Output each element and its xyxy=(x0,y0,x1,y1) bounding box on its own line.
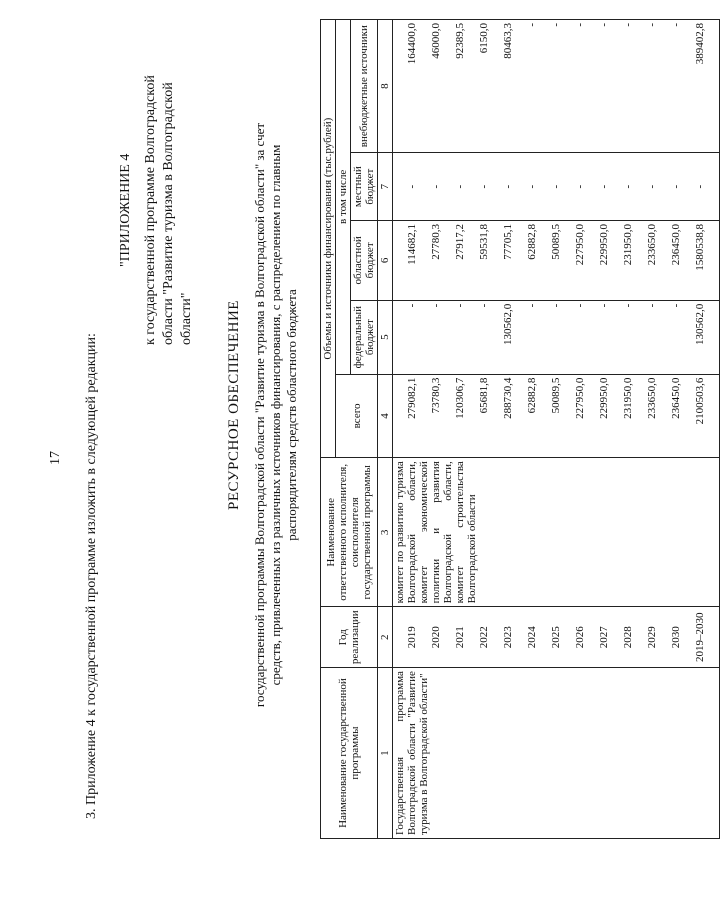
year-value: 2019 xyxy=(406,626,418,649)
total-value: 227950,0 xyxy=(574,377,586,419)
extra-value: - xyxy=(550,23,562,27)
local-value: - xyxy=(598,184,610,189)
header-including: в том числе xyxy=(336,20,351,375)
year-value: 2023 xyxy=(502,626,514,649)
federal-value: - xyxy=(478,303,490,308)
regional-value: 27780,3 xyxy=(430,224,442,260)
header-year: Год реализации xyxy=(321,607,378,668)
column-number: 5 xyxy=(378,300,393,374)
year-value: 2027 xyxy=(598,626,610,649)
total-value: 62882,8 xyxy=(526,377,538,414)
total-value: 50089,5 xyxy=(550,377,562,414)
year-value: 2030 xyxy=(670,626,682,649)
total-value: 65681,8 xyxy=(478,377,490,414)
local-value: - xyxy=(646,184,658,189)
regional-value: 50089,5 xyxy=(550,224,562,260)
extra-value: - xyxy=(622,23,634,27)
federal-value: - xyxy=(646,303,658,308)
column-number: 3 xyxy=(378,458,393,607)
local-value: - xyxy=(526,184,538,189)
federal-cell xyxy=(393,300,720,374)
year-value: 2024 xyxy=(526,626,538,649)
regional-value: 227950,0 xyxy=(574,224,586,266)
regional-value: 77705,1 xyxy=(502,224,514,260)
local-value: - xyxy=(406,184,418,189)
local-value: - xyxy=(670,184,682,189)
extra-value: - xyxy=(598,23,610,27)
years-cell xyxy=(393,607,720,668)
extra-value: 164400,0 xyxy=(406,23,418,65)
federal-value: - xyxy=(454,303,466,308)
federal-value: - xyxy=(622,303,634,308)
year-value: 2022 xyxy=(478,626,490,649)
local-value: - xyxy=(622,184,634,189)
local-value: - xyxy=(478,184,490,189)
appendix-title: "ПРИЛОЖЕНИЕ 4 xyxy=(118,153,133,267)
regional-value: 233650,0 xyxy=(646,224,658,266)
regional-value: 231950,0 xyxy=(622,224,634,266)
column-number: 2 xyxy=(378,607,393,668)
total-value: 233650,0 xyxy=(646,377,658,419)
local-value: - xyxy=(454,184,466,189)
total-value: 120306,7 xyxy=(454,377,466,419)
intro-paragraph: 3. Приложение 4 к государственной программе изложить в следующей редакции: xyxy=(84,333,99,819)
document-title: РЕСУРСНОЕ ОБЕСПЕЧЕНИЕ xyxy=(226,300,242,510)
header-regional: областной бюджет xyxy=(351,221,378,301)
document-subtitle: государственной программы Волгоградской области "Развитие туризма в Волгоградской области" за счет средств, привлеченных из различных источников финансирования, с распределением по главным распорядителям средств областного бюджета xyxy=(252,122,299,708)
extra-value: 389402,8 xyxy=(694,23,706,65)
local-cell xyxy=(393,153,720,221)
extra-value: - xyxy=(574,23,586,27)
extra-value: - xyxy=(526,23,538,27)
year-value: 2021 xyxy=(454,626,466,649)
year-value: 2029 xyxy=(646,626,658,649)
regional-value: 229950,0 xyxy=(598,224,610,266)
total-value: 231950,0 xyxy=(622,377,634,419)
federal-value: - xyxy=(550,303,562,308)
total-cell xyxy=(393,374,720,458)
extra-value: 92389,5 xyxy=(454,23,466,59)
extra-cell xyxy=(393,20,720,153)
federal-value: 130562,0 xyxy=(694,303,706,345)
local-value: - xyxy=(574,184,586,189)
federal-value: - xyxy=(430,303,442,308)
header-total: всего xyxy=(336,374,378,458)
header-extra: внебюджетные источники xyxy=(351,20,378,153)
federal-value: - xyxy=(574,303,586,308)
extra-value: 80463,3 xyxy=(502,23,514,59)
extra-value: 46000,0 xyxy=(430,23,442,59)
extra-value: - xyxy=(670,23,682,27)
appendix-caption: к государственной программе Волгоградской области "Развитие туризма в Волгоградской области" xyxy=(143,75,194,345)
regional-value: 114682,1 xyxy=(406,224,418,265)
executor-cell: комитет по развитию туризма Волгоградской области, комитет экономической политики и развития Волгоградской области, комитет строительства Волгоградской области xyxy=(393,458,720,607)
column-number: 6 xyxy=(378,221,393,301)
header-program: Наименование государственной программы xyxy=(321,668,378,839)
federal-value: - xyxy=(670,303,682,308)
regional-value: 27917,2 xyxy=(454,224,466,260)
regional-value: 236450,0 xyxy=(670,224,682,266)
total-value: 279082,1 xyxy=(406,377,418,419)
local-value: - xyxy=(550,184,562,189)
regional-value: 1580538,8 xyxy=(694,224,706,271)
local-value: - xyxy=(430,184,442,189)
column-number: 8 xyxy=(378,20,393,153)
resource-table xyxy=(320,19,720,839)
header-executor: Наименование ответственного исполнителя, соисполнителя государственной программы xyxy=(321,458,378,607)
regional-cell xyxy=(393,221,720,301)
extra-value: - xyxy=(646,23,658,27)
year-value: 2020 xyxy=(430,626,442,649)
header-funding: Объемы и источники финансирования (тыс.рублей) xyxy=(321,20,336,458)
year-value: 2025 xyxy=(550,626,562,649)
total-value: 229950,0 xyxy=(598,377,610,419)
local-value: - xyxy=(502,184,514,189)
federal-value: - xyxy=(406,303,418,308)
federal-value: - xyxy=(598,303,610,308)
total-value: 73780,3 xyxy=(430,377,442,414)
regional-value: 62882,8 xyxy=(526,224,538,260)
year-value: 2028 xyxy=(622,626,634,649)
program-name-cell: Государственная программа Волгоградской области "Развитие туризма в Волгоградской области" xyxy=(393,668,720,839)
local-value: - xyxy=(694,184,706,189)
federal-value: 130562,0 xyxy=(502,303,514,345)
regional-value: 59531,8 xyxy=(478,224,490,260)
total-value: 288730,4 xyxy=(502,377,514,419)
column-number: 7 xyxy=(378,153,393,221)
column-number: 4 xyxy=(378,374,393,458)
column-number: 1 xyxy=(378,668,393,839)
year-value: 2026 xyxy=(574,626,586,649)
extra-value: 6150,0 xyxy=(478,23,490,54)
header-local: местный бюджет xyxy=(351,153,378,221)
total-value: 2100503,6 xyxy=(694,377,706,425)
page-number: 17 xyxy=(48,451,63,465)
total-value: 236450,0 xyxy=(670,377,682,419)
year-value: 2019–2030 xyxy=(694,612,706,663)
table-row xyxy=(393,20,720,839)
federal-value: - xyxy=(526,303,538,308)
header-federal: федеральный бюджет xyxy=(351,300,378,374)
